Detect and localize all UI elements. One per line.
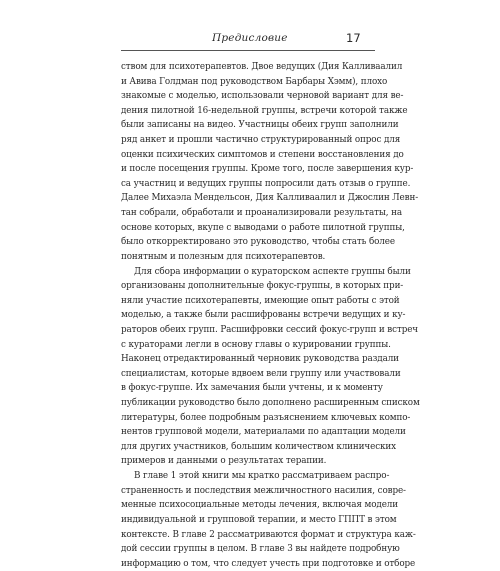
text-line: были записаны на видео. Участницы обеих групп заполнили	[121, 120, 399, 131]
text-line: было откорректировано это руководство, чтобы стать более	[121, 237, 395, 248]
text-line: публикации руководство было дополнено расширенным списком	[121, 398, 420, 409]
text-line: для других участников, большим количеством клинических	[121, 441, 396, 452]
text-line: няли участие психотерапевты, имеющие опыт работы с этой	[121, 295, 400, 306]
page-number: 17	[346, 31, 361, 45]
text-line: знакомые с моделью, использовали черновой вариант для ве-	[121, 91, 404, 102]
text-line: организованы дополнительные фокус-группы, в которых при-	[121, 281, 404, 292]
text-line: дения пилотной 16-недельной группы, встречи которой также	[121, 105, 408, 116]
text-line: контексте. В главе 2 рассматриваются формат и структура каж-	[121, 529, 416, 540]
text-line: менные психосоциальные методы лечения, включая модели	[121, 500, 398, 511]
text-line: са участниц и ведущих группы попросили дать отзыв о группе.	[121, 178, 411, 189]
text-line: и Авива Голдман под руководством Барбары Хэмм), плохо	[121, 76, 388, 87]
body-text	[121, 60, 420, 571]
text-line: литературы, более подробным разъяснением ключевых компо-	[121, 412, 411, 423]
text-line: ством для психотерапевтов. Двое ведущих (Дия Калливаалил	[121, 62, 403, 72]
text-line: Наконец отредактированный черновик руководства раздали	[121, 354, 399, 365]
text-line: в фокус-группе. Их замечания были учтены, и к моменту	[121, 383, 383, 394]
text-line: страненность и последствия межличностного насилия, совре-	[121, 485, 406, 496]
text-line: индивидуальной и групповой терапии, и место ГППТ в этом	[121, 514, 397, 525]
text-line: дой сессии группы в целом. В главе 3 вы найдете подробную	[121, 544, 400, 555]
text-line: основе которых, вкупе с выводами о работе пилотной группы,	[121, 222, 405, 233]
text-line: моделью, а также были расшифрованы встречи ведущих и ку-	[121, 310, 406, 321]
text-line: примеров и данными о результатах терапии.	[121, 456, 327, 467]
text-line: Для сбора информации о кураторском аспекте группы были	[134, 266, 411, 277]
text-line: ряд анкет и прошли частично структурированный опрос для	[121, 135, 401, 146]
text-line: тан собрали, обработали и проанализировали результаты, на	[121, 208, 402, 219]
header-rule	[121, 50, 375, 51]
text-line: В главе 1 этой книги мы кратко рассматриваем распро-	[134, 471, 390, 482]
text-line: понятным и полезным для психотерапевтов.	[121, 251, 326, 262]
text-line: информацию о том, что следует учесть при подготовке и отборе	[121, 558, 416, 569]
text-line: и после посещения группы. Кроме того, после завершения кур-	[121, 164, 414, 175]
running-head	[0, 32, 500, 50]
text-line: специалистам, которые вдвоем вели группу или участвовали	[121, 368, 401, 379]
text-line: раторов обеих групп. Расшифровки сессий фокус-групп и встреч	[121, 324, 418, 335]
text-line: с кураторами легли в основу главы о курировании группы.	[121, 339, 391, 350]
text-line: оценки психических симптомов и степени восстановления до	[121, 149, 404, 160]
running-title: Предисловие	[212, 32, 288, 44]
text-line: Далее Михаэла Мендельсон, Дия Калливаалил и Джослин Левн-	[121, 193, 419, 204]
text-line: нентов групповой модели, материалами по адаптации модели	[121, 427, 406, 438]
